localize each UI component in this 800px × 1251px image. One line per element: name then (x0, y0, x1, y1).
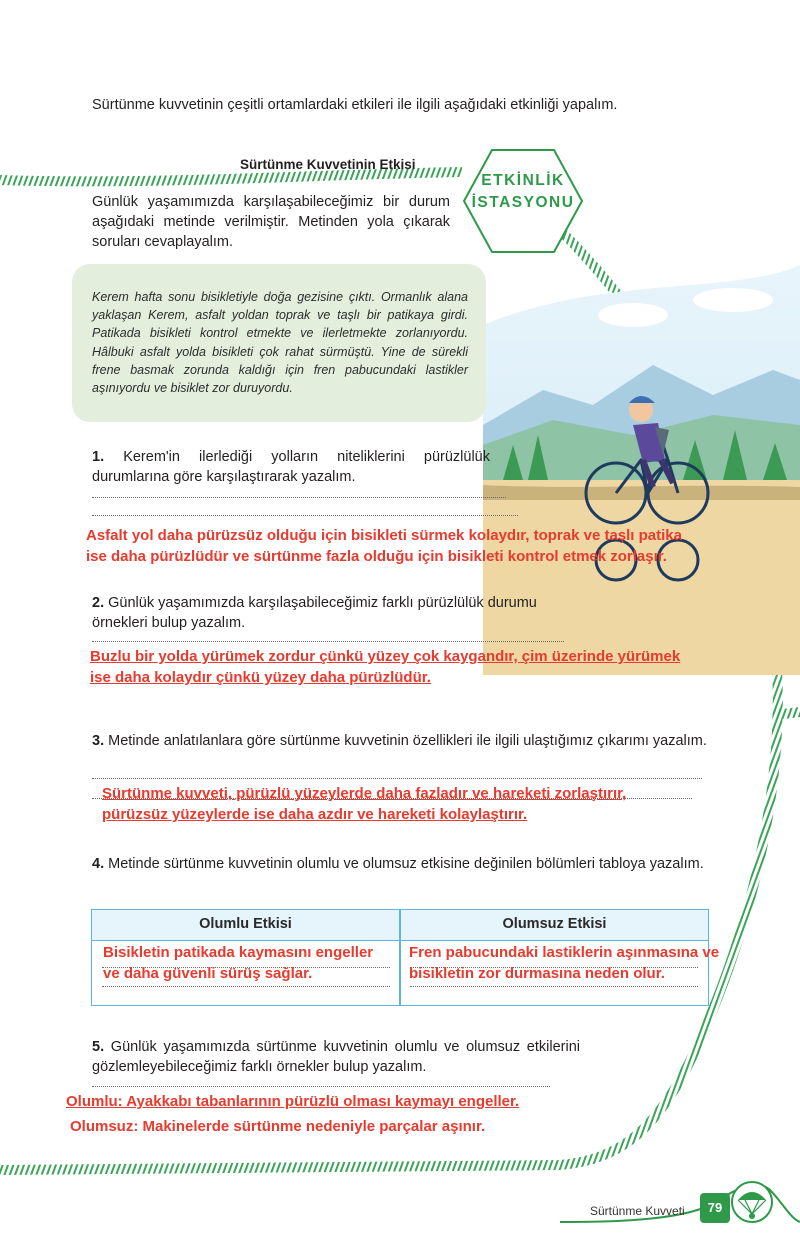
badge-line2: İSTASYONU (471, 194, 575, 211)
question-5-answer-line1[interactable]: Olumlu: Ayakkabı tabanlarının pürüzlü olması kaymayı engeller. (66, 1093, 520, 1110)
answer-line (410, 986, 698, 987)
question-3-answer[interactable] (102, 783, 722, 825)
question-3-text: Metinde anlatılanlara göre sürtünme kuvvetinin özellikleri ile ilgili ulaştığımız çıkarımı yazalım. (108, 733, 707, 749)
answer-line (102, 986, 390, 987)
table-answer-negative-line1: Fren pabucundaki lastiklerin aşınmasına ve (409, 944, 720, 961)
badge-line1: ETKİNLİK (481, 172, 565, 189)
question-4-number: 4. (92, 856, 105, 872)
table-answer-negative[interactable] (409, 942, 749, 984)
question-5-answer-line2[interactable]: Olumsuz: Makinelerde sürtünme nedeniyle parçalar aşınır. (70, 1118, 486, 1135)
answer-line (92, 641, 564, 642)
question-5-text: Günlük yaşamımızda sürtünme kuvvetinin olumlu ve olumsuz etkilerini gözlemleyebileceğimiz farklı örnekler bulup yazalım. (92, 1039, 580, 1075)
question-1-answer-line1: Asfalt yol daha pürüzsüz olduğu için bisikleti sürmek kolaydır, toprak ve taşlı patika (86, 527, 682, 544)
question-1 (92, 447, 490, 487)
question-2 (92, 593, 552, 633)
question-3-answer-line2: pürüzsüz yüzeylerde ise daha azdır ve hareketi kolaylaştırır. (102, 806, 528, 823)
question-2-answer-line1: Buzlu bir yolda yürümek zordur çünkü yüzey çok kaygandır, çim üzerinde yürümek (90, 648, 681, 665)
intro-text: Sürtünme kuvvetinin çeşitli ortamlardaki etkileri ile ilgili aşağıdaki etkinliği yapalım. (92, 97, 618, 113)
question-1-answer-line2: ise daha pürüzlüdür ve sürtünme fazla olduğu için bisikleti kontrol etmek zorlaşır. (86, 548, 667, 565)
question-2-answer-line2: ise daha kolaydır çünkü yüzey daha pürüzlüdür. (90, 669, 431, 686)
table-header-positive: Olumlu Etkisi (199, 916, 292, 932)
question-1-number: 1. (92, 449, 105, 465)
activity-lead: Günlük yaşamımızda karşılaşabileceğimiz bir durum aşağıdaki metinde verilmiştir. Metinden yola çıkarak soruları cevaplayalım. (92, 194, 450, 250)
question-1-text: Kerem'in ilerlediği yolların niteliklerini pürüzlülük durumlarına göre karşılaştırarak yazalım. (92, 449, 490, 485)
table-answer-positive-line2: ve daha güvenli sürüş sağlar. (103, 965, 313, 982)
question-5-number: 5. (92, 1039, 105, 1055)
table-answer-positive-line1: Bisikletin patikada kaymasını engeller (103, 944, 374, 961)
question-3 (92, 731, 722, 751)
question-4-text: Metinde sürtünme kuvvetinin olumlu ve olumsuz etkisine değinilen bölümleri tabloya yazalım. (108, 856, 704, 872)
table-answer-positive[interactable] (103, 942, 403, 984)
answer-line (92, 497, 506, 498)
activity-title: Sürtünme Kuvvetinin Etkisi (240, 157, 416, 172)
question-5 (92, 1037, 580, 1077)
table-header-negative: Olumsuz Etkisi (502, 916, 607, 932)
footer-section-title: Sürtünme Kuvveti (590, 1204, 685, 1218)
answer-line (92, 515, 518, 516)
story-box (72, 264, 486, 422)
question-2-text: Günlük yaşamımızda karşılaşabileceğimiz farklı pürüzlülük durumu örnekleri bulup yazalım. (92, 595, 537, 631)
table-answer-negative-line2: bisikletin zor durmasına neden olur. (409, 965, 665, 982)
question-2-answer[interactable] (90, 646, 790, 688)
question-3-answer-line1: Sürtünme kuvveti, pürüzlü yüzeylerde daha fazladır ve hareketi zorlaştırır, (102, 785, 627, 802)
question-3-number: 3. (92, 733, 105, 749)
question-1-answer[interactable] (86, 525, 800, 567)
story-text: Kerem hafta sonu bisikletiyle doğa gezisine çıktı. Ormanlık alana yaklaşan Kerem, asfalt yoldan toprak ve taşlı bir patikaya girdi. Patikada bisikleti kontrol etmekte ve ilerletmekte zorlanıyordu. Hâlbuki asfalt yolda bisikleti çok rahat sürmüştü. Yine de sürekli frene basmak zorunda kaldığı için fren pabucundaki lastikler aşınıyordu ve bisiklet zor duruyordu. (92, 290, 468, 396)
question-4 (92, 854, 732, 874)
question-2-number: 2. (92, 595, 105, 611)
parachute-icon (730, 1180, 774, 1224)
page-number: 79 (700, 1193, 730, 1223)
badge-label (462, 170, 584, 214)
answer-line (92, 1086, 550, 1087)
answer-line (92, 778, 702, 779)
